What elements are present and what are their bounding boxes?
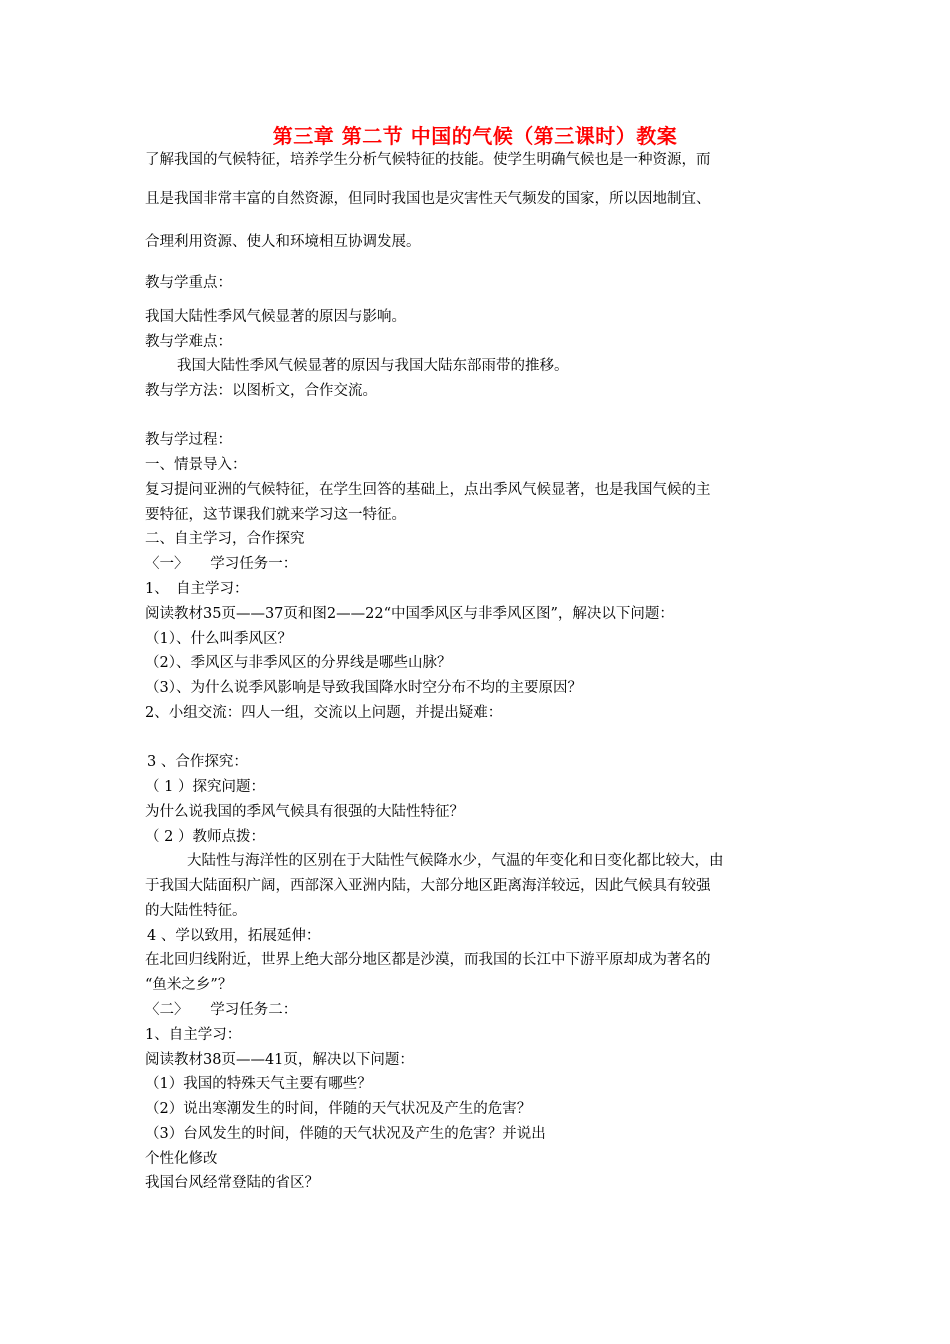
- task-2-heading: 〈二〉 学习任务二：: [145, 1002, 298, 1018]
- reading-instruction: 阅读教材35页——37页和图2——22“中国季风区与非季风区图”，解决以下问题：: [145, 606, 674, 622]
- task-2-self-study: 1、自主学习：: [145, 1027, 242, 1043]
- group-discussion: 2、小组交流：四人一组，交流以上问题，并提出疑难：: [145, 705, 503, 721]
- difficulty-heading: 教与学难点：: [145, 334, 232, 350]
- method-text: 教与学方法：以图析文，合作交流。: [145, 383, 377, 399]
- section-2-heading: 二、自主学习，合作探究: [145, 531, 305, 547]
- task-2-reading: 阅读教材38页——41页，解决以下问题：: [145, 1052, 414, 1068]
- key-points-text: 我国大陆性季风气候显著的原因与影响。: [145, 309, 406, 325]
- task-2-question-3: （3）台风发生的时间，伴随的天气状况及产生的危害？并说出: [145, 1126, 546, 1142]
- guidance-line-2: 于我国大陆面积广阔，西部深入亚洲内陆，大部分地区距离海洋较远，因此气候具有较强: [145, 878, 711, 894]
- question-3: （3）、为什么说季风影响是导致我国降水时空分布不均的主要原因？: [145, 680, 582, 696]
- question-2: （2）、季风区与非季风区的分界线是哪些山脉？: [145, 655, 452, 671]
- task-1-heading: 〈一〉 学习任务一：: [145, 556, 298, 572]
- guidance-line-1: 大陆性与海洋性的区别在于大陆性气候降水少，气温的年变化和日变化都比较大，由: [187, 853, 724, 869]
- inquiry-question-heading: （ 1 ）探究问题：: [145, 779, 265, 795]
- key-points-heading: 教与学重点：: [145, 275, 232, 291]
- intro-line-3: 合理利用资源、使人和环境相互协调发展。: [145, 234, 421, 250]
- process-heading: 教与学过程：: [145, 432, 232, 448]
- section-1-heading: 一、情景导入：: [145, 457, 247, 473]
- intro-line-2: 且是我国非常丰富的自然资源，但同时我国也是灾害性天气频发的国家，所以因地制宜、: [145, 191, 711, 207]
- application-line-2: “鱼米之乡”？: [145, 977, 233, 993]
- task-2-question-1: （1）我国的特殊天气主要有哪些？: [145, 1076, 372, 1092]
- question-1: （1）、什么叫季风区？: [145, 631, 292, 647]
- application-line-1: 在北回归线附近，世界上绝大部分地区都是沙漠，而我国的长江中下游平原却成为著名的: [145, 952, 711, 968]
- intro-line-1: 了解我国的气候特征，培养学生分析气候特征的技能。使学生明确气候也是一种资源，而: [145, 152, 711, 168]
- task-2-question-3-cont: 我国台风经常登陆的省区？: [145, 1175, 319, 1191]
- self-study-heading: 1、 自主学习：: [145, 581, 249, 597]
- teacher-guidance-heading: （ 2 ）教师点拨：: [145, 829, 265, 845]
- document-title: 第三章 第二节 中国的气候（第三课时）教案: [272, 124, 678, 148]
- inquiry-question: 为什么说我国的季风气候具有很强的大陆性特征？: [145, 804, 464, 820]
- task-2-question-2: （2）说出寒潮发生的时间，伴随的天气状况及产生的危害？: [145, 1101, 532, 1117]
- application-heading: 4 、学以致用，拓展延伸：: [147, 928, 321, 944]
- personal-edit-note: 个性化修改: [145, 1151, 218, 1167]
- inquiry-heading: 3 、合作探究：: [147, 754, 248, 770]
- section-1-line-1: 复习提问亚洲的气候特征，在学生回答的基础上，点出季风气候显著，也是我国气候的主: [145, 482, 711, 498]
- guidance-line-3: 的大陆性特征。: [145, 903, 247, 919]
- difficulty-text: 我国大陆性季风气候显著的原因与我国大陆东部雨带的推移。: [177, 358, 569, 374]
- section-1-line-2: 要特征，这节课我们就来学习这一特征。: [145, 507, 406, 523]
